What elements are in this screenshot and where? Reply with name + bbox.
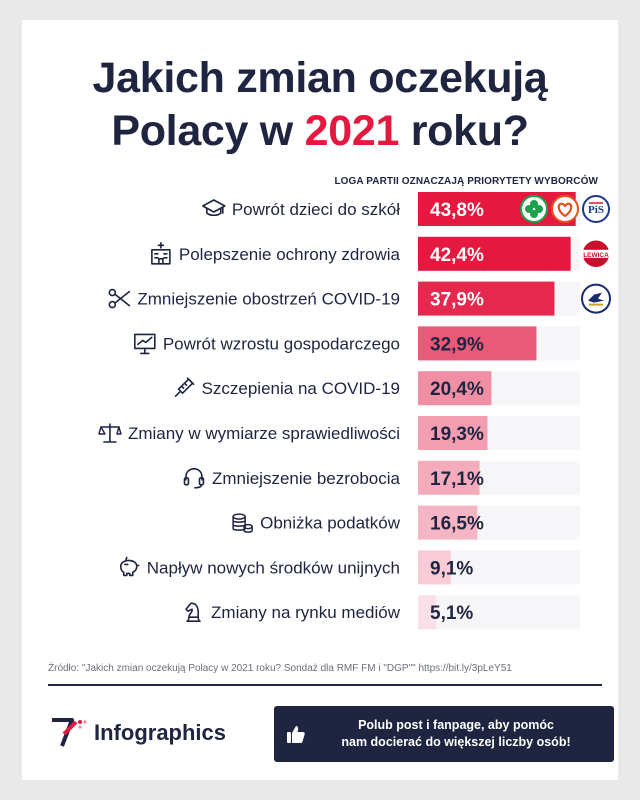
source-text: Źródło: "Jakich zmian oczekują Polacy w 2021 roku? Sondaż dla RMF FM i "DGP"" https://bit.ly/3pLeY51 [48, 663, 512, 674]
coins-icon [233, 514, 252, 532]
bar-value-label: 9,1% [430, 558, 474, 580]
category-label: Zmiany na rynku mediów [211, 603, 400, 623]
category-label: Napływ nowych środków unijnych [146, 558, 400, 578]
category-label: Powrót wzrostu gospodarczego [162, 334, 400, 354]
bar-value-label: 42,4% [430, 244, 484, 266]
category-label: Polepszenie ochrony zdrowia [178, 244, 400, 264]
bar-value-label: 16,5% [430, 513, 484, 535]
piggy-bank-icon [121, 557, 139, 575]
title-year: 2021 [304, 107, 400, 155]
title-line-2-start: Polacy w [111, 107, 305, 155]
bar-value-label: 19,3% [430, 424, 484, 445]
infographic-card [22, 20, 618, 780]
chess-knight-icon [186, 603, 200, 621]
graduation-cap-icon [203, 200, 225, 215]
thumbs-up-icon [286, 724, 306, 744]
syringe-icon [176, 378, 194, 396]
category-label: Zmniejszenie obostrzeń COVID-19 [137, 289, 400, 309]
svg-text:PiS: PiS [588, 204, 604, 216]
cta-line-2: nam docierać do większej liczby osób! [341, 735, 571, 749]
divider [48, 684, 602, 686]
presentation-chart-icon [135, 334, 155, 353]
category-label: Szczepienia na COVID-19 [201, 379, 400, 399]
scales-icon [99, 424, 121, 442]
bar-value-label: 17,1% [430, 468, 484, 490]
konfederacja-logo [582, 285, 610, 313]
lewica-logo-text: LEWICA [583, 251, 609, 259]
pis-logo [583, 196, 609, 222]
category-label: Zmniejszenie bezrobocia [211, 468, 400, 488]
party-logos-note: LOGA PARTII OZNACZAJĄ PRIORYTETY WYBORCÓW [334, 176, 598, 187]
cta-text [306, 717, 614, 751]
bar-chart [22, 20, 618, 660]
brand-logo[interactable] [50, 716, 226, 750]
cta-banner[interactable] [274, 706, 614, 762]
headset-icon [184, 469, 203, 488]
bar-value-label: 32,9% [430, 334, 484, 356]
category-label: Zmiany w wymiarze sprawiedliwości [127, 424, 400, 443]
bar-value-label: 5,1% [430, 603, 474, 625]
lewica-logo [582, 240, 610, 268]
cta-line-1: Polub post i fanpage, aby pomóc [358, 718, 554, 732]
brand-name: Infographics [94, 720, 227, 745]
category-label: Obniżka podatków [260, 513, 400, 533]
title-line-2-end: roku? [399, 107, 529, 155]
kp-clover-logo [521, 196, 547, 222]
scissors-icon [109, 290, 129, 308]
category-label: Powrót dzieci do szkół [231, 200, 400, 219]
brand-mark-icon [50, 716, 90, 750]
bar-value-label: 43,8% [430, 200, 484, 221]
bar-value-label: 20,4% [430, 379, 484, 401]
ko-heart-logo [552, 196, 578, 222]
bar-value-label: 37,9% [430, 289, 484, 311]
hospital-icon [152, 243, 170, 264]
title-line-1: Jakich zmian oczekują [92, 54, 548, 102]
